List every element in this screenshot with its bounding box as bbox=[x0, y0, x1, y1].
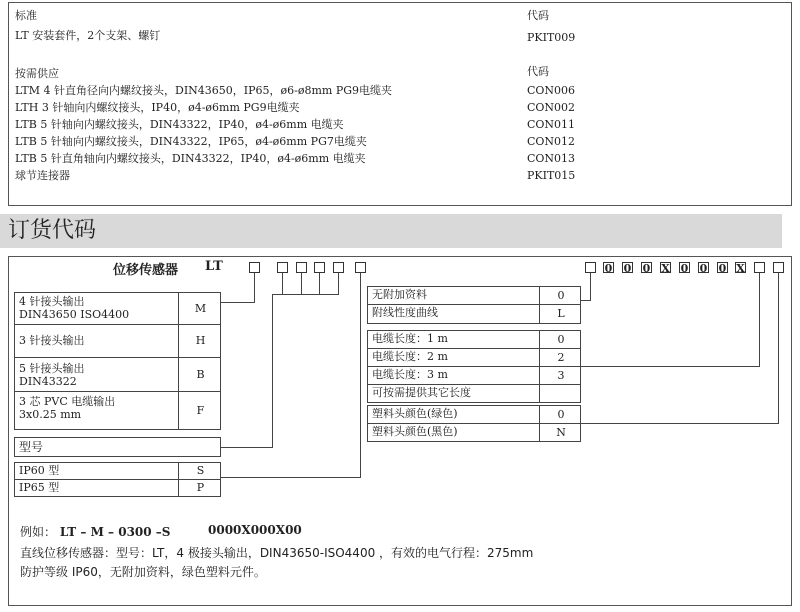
fixed-digit: 0 bbox=[680, 262, 689, 275]
connector-line bbox=[360, 273, 361, 478]
output-label: 4 针接头输出 bbox=[19, 295, 85, 308]
connector-line bbox=[580, 423, 779, 424]
color-code: 0 bbox=[539, 406, 582, 423]
optional-item-desc: LTB 5 针直角轴向内螺纹接头，DIN43322，IP40，ø4-ø6mm 电缆夹 bbox=[15, 152, 366, 165]
code-box-options[interactable] bbox=[585, 262, 596, 273]
optional-header: 按需供应 bbox=[15, 67, 59, 80]
code-box-color[interactable] bbox=[773, 262, 784, 273]
code-box-output[interactable] bbox=[249, 262, 260, 273]
output-code: B bbox=[178, 358, 222, 391]
connector-line bbox=[220, 477, 361, 478]
code-box-protection[interactable] bbox=[355, 262, 366, 273]
protection-row[interactable] bbox=[14, 479, 221, 497]
cable-code: 2 bbox=[539, 349, 582, 366]
connector-line bbox=[220, 447, 273, 448]
optional-item-code: CON012 bbox=[527, 135, 576, 148]
example-code: LT – M – 0300 –S bbox=[59, 525, 171, 539]
code-box-stroke-3[interactable] bbox=[314, 262, 325, 273]
fixed-digit: 0 bbox=[718, 262, 727, 275]
code-header-standard: 代码 bbox=[527, 9, 549, 22]
optional-item-code: CON006 bbox=[527, 84, 576, 97]
code-header-optional: 代码 bbox=[527, 65, 549, 78]
option-row[interactable] bbox=[367, 286, 581, 305]
connector-line bbox=[590, 273, 591, 301]
model-label: 型号 bbox=[14, 437, 221, 457]
cable-label: 电缆长度：3 m bbox=[372, 368, 448, 381]
fixed-digit: 0 bbox=[699, 262, 708, 275]
protection-label: IP60 型 bbox=[19, 464, 60, 477]
cable-label: 电缆长度：1 m bbox=[372, 332, 448, 345]
output-row[interactable] bbox=[14, 357, 221, 392]
sensor-code: LT bbox=[205, 259, 223, 274]
protection-code: S bbox=[178, 463, 222, 479]
connector-line bbox=[272, 294, 283, 295]
output-label: 3 芯 PVC 电缆输出 bbox=[19, 395, 116, 408]
accessory-item-desc: LT 安装套件，2个支架、螺钉 bbox=[15, 29, 161, 42]
connector-line bbox=[338, 273, 339, 295]
cable-row[interactable] bbox=[367, 330, 581, 349]
cable-row[interactable] bbox=[367, 366, 581, 385]
color-row[interactable] bbox=[367, 423, 581, 442]
connector-line bbox=[759, 273, 760, 367]
option-row[interactable] bbox=[367, 304, 581, 324]
optional-item-code: PKIT015 bbox=[527, 169, 576, 182]
cable-code bbox=[539, 385, 582, 402]
sensor-label: 位移传感器 bbox=[113, 263, 179, 278]
output-sublabel: DIN43650 ISO4400 bbox=[19, 308, 130, 321]
color-label: 塑料头颜色(绿色) bbox=[372, 407, 458, 420]
connector-line bbox=[778, 273, 779, 424]
output-code: M bbox=[178, 293, 222, 324]
connector-line bbox=[282, 273, 283, 295]
color-code: N bbox=[539, 424, 582, 441]
ordering-title-bar bbox=[0, 214, 782, 248]
cable-code: 3 bbox=[539, 367, 582, 384]
optional-item-code: CON013 bbox=[527, 152, 576, 165]
example-protection: 防护等级 IP60，无附加资料，绿色塑料元件。 bbox=[20, 565, 266, 579]
optional-item-desc: LTH 3 针轴向内螺纹接头，IP40，ø4-ø6mm PG9电缆夹 bbox=[15, 101, 300, 114]
optional-item-desc: LTB 5 针轴向内螺纹接头，DIN43322，IP40，ø4-ø6mm 电缆夹 bbox=[15, 118, 344, 131]
fixed-digit: X bbox=[661, 262, 670, 275]
code-box-stroke-4[interactable] bbox=[333, 262, 344, 273]
optional-item-code: CON002 bbox=[527, 101, 576, 114]
connector-line bbox=[580, 366, 760, 367]
output-code: H bbox=[178, 325, 222, 357]
output-table bbox=[14, 292, 221, 430]
output-sublabel: 3x0.25 mm bbox=[19, 408, 82, 421]
fixed-digit: 0 bbox=[604, 262, 613, 275]
optional-item-desc: LTM 4 针直角径向内螺纹接头，DIN43650，IP65，ø6-ø8mm PG9电缆夹 bbox=[15, 84, 393, 97]
cable-row[interactable] bbox=[367, 348, 581, 367]
output-row[interactable] bbox=[14, 391, 221, 430]
accessory-item-code: PKIT009 bbox=[527, 31, 576, 44]
option-code: 0 bbox=[539, 287, 582, 304]
protection-label: IP65 型 bbox=[19, 481, 60, 494]
code-box-stroke-1[interactable] bbox=[277, 262, 288, 273]
example-suffix-code: 0000X000X00 bbox=[208, 523, 302, 537]
cable-row[interactable] bbox=[367, 384, 581, 403]
connector-line bbox=[301, 273, 302, 295]
optional-item-desc: 球节连接器 bbox=[15, 169, 70, 182]
cable-code: 0 bbox=[539, 331, 582, 348]
output-label: 5 针接头输出 bbox=[19, 362, 85, 375]
optional-item-desc: LTB 5 针轴向内螺纹接头，DIN43322，IP65，ø4-ø6mm PG7电缆夹 bbox=[15, 135, 367, 148]
fixed-digit: 0 bbox=[642, 262, 651, 275]
example-line bbox=[20, 523, 170, 540]
protection-row[interactable] bbox=[14, 462, 221, 480]
code-box-stroke-2[interactable] bbox=[296, 262, 307, 273]
ordering-title: 订货代码 bbox=[8, 218, 97, 243]
cable-label: 可按需提供其它长度 bbox=[372, 386, 471, 399]
output-label: 3 针接头输出 bbox=[19, 334, 85, 347]
fixed-digit: 0 bbox=[623, 262, 632, 275]
protection-code: P bbox=[178, 480, 222, 496]
option-label: 附线性度曲线 bbox=[372, 306, 438, 319]
option-label: 无附加资料 bbox=[372, 288, 427, 301]
color-row[interactable] bbox=[367, 405, 581, 424]
output-sublabel: DIN43322 bbox=[19, 375, 77, 388]
connector-line bbox=[319, 273, 320, 295]
connector-line bbox=[254, 273, 255, 303]
example-description: 直线位移传感器：型号：LT，4 极接头输出，DIN43650-ISO4400 ，有效的电气行程：275mm bbox=[20, 546, 534, 560]
example-prefix: 例如： bbox=[20, 525, 57, 539]
cable-label: 电缆长度：2 m bbox=[372, 350, 448, 363]
connector-line bbox=[220, 302, 255, 303]
connector-line bbox=[272, 294, 273, 448]
color-label: 塑料头颜色(黑色) bbox=[372, 425, 458, 438]
optional-item-code: CON011 bbox=[527, 118, 576, 131]
output-row[interactable] bbox=[14, 324, 221, 358]
output-code: F bbox=[178, 392, 222, 429]
accessories-panel bbox=[8, 2, 792, 206]
option-code: L bbox=[539, 305, 582, 323]
code-box-cable[interactable] bbox=[754, 262, 765, 273]
fixed-digit: X bbox=[736, 262, 745, 275]
standard-header: 标准 bbox=[15, 9, 37, 22]
connector-line bbox=[282, 294, 339, 295]
output-row[interactable] bbox=[14, 292, 221, 325]
